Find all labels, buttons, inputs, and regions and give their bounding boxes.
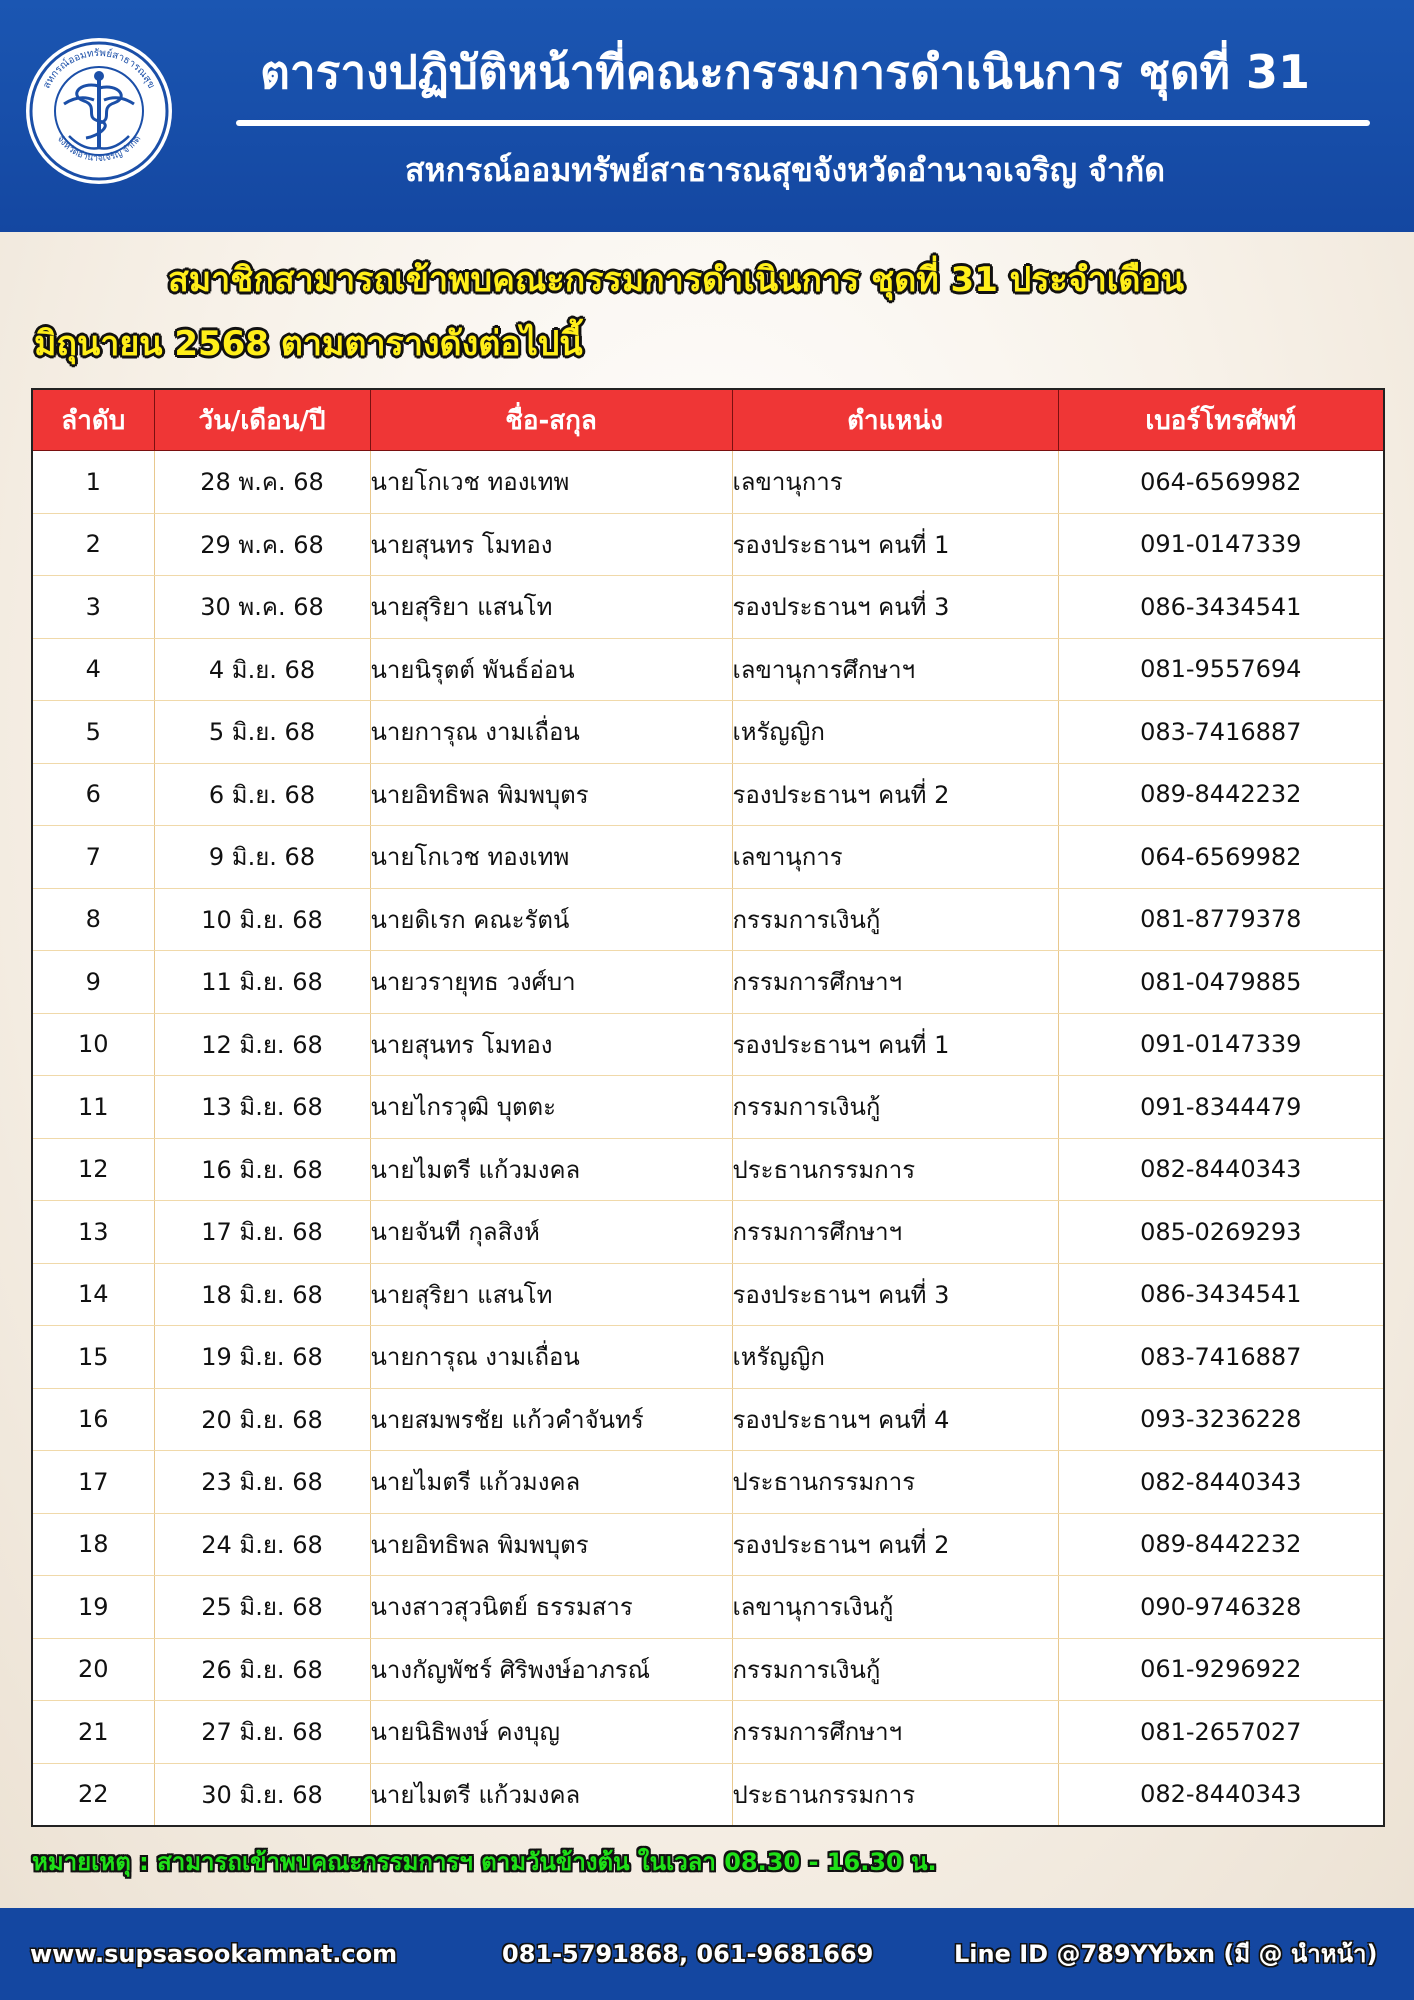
duty-schedule-table (31, 388, 1385, 1827)
cell-position: ประธานกรรมการ (732, 1763, 1058, 1826)
cell-no: 8 (32, 888, 154, 951)
page-footer (0, 1908, 1414, 2000)
cell-phone: 061-9296922 (1058, 1638, 1384, 1701)
cell-position: รองประธานฯ คนที่ 1 (732, 513, 1058, 576)
table-row (32, 1638, 1384, 1701)
cell-name: นายสมพรชัย แก้วคำจันทร์ (370, 1388, 732, 1451)
table-row (32, 1138, 1384, 1201)
cell-no: 14 (32, 1263, 154, 1326)
cell-no: 1 (32, 451, 154, 514)
cell-date: 25 มิ.ย. 68 (154, 1576, 370, 1639)
cell-position: รองประธานฯ คนที่ 4 (732, 1388, 1058, 1451)
cell-phone: 089-8442232 (1058, 1513, 1384, 1576)
table-row (32, 1763, 1384, 1826)
cooperative-name: สหกรณ์ออมทรัพย์สาธารณสุขจังหวัดอำนาจเจริญ จำกัด (405, 151, 1165, 189)
header-date: วัน/เดือน/ปี (154, 389, 370, 451)
cell-name: นายการุณ งามเถื่อน (370, 1326, 732, 1389)
cell-phone: 081-0479885 (1058, 951, 1384, 1014)
table-row (32, 763, 1384, 826)
footer-website[interactable]: www.supsasookamnat.com (30, 1940, 398, 1968)
cell-position: เหรัญญิก (732, 1326, 1058, 1389)
cell-no: 6 (32, 763, 154, 826)
cell-name: นายวรายุทธ วงศ์บา (370, 951, 732, 1014)
cell-name: นางสาวสุวนิตย์ ธรรมสาร (370, 1576, 732, 1639)
cell-position: กรรมการศึกษาฯ (732, 1201, 1058, 1264)
cell-no: 13 (32, 1201, 154, 1264)
table-row (32, 1576, 1384, 1639)
cell-date: 24 มิ.ย. 68 (154, 1513, 370, 1576)
cell-date: 18 มิ.ย. 68 (154, 1263, 370, 1326)
cell-phone: 082-8440343 (1058, 1138, 1384, 1201)
table-row (32, 826, 1384, 889)
table-row (32, 1076, 1384, 1139)
cell-name: นายไมตรี แก้วมงคล (370, 1451, 732, 1514)
cell-name: นายการุณ งามเถื่อน (370, 701, 732, 764)
svg-text:สหกรณ์ออมทรัพย์สาธารณสุข: สหกรณ์ออมทรัพย์สาธารณสุข (41, 47, 157, 91)
cell-position: รองประธานฯ คนที่ 3 (732, 576, 1058, 639)
cell-name: นายดิเรก คณะรัตน์ (370, 888, 732, 951)
cell-position: เลขานุการ (732, 451, 1058, 514)
cell-phone: 089-8442232 (1058, 763, 1384, 826)
cell-phone: 085-0269293 (1058, 1201, 1384, 1264)
table-header (32, 389, 1384, 451)
cell-position: เลขานุการเงินกู้ (732, 1576, 1058, 1639)
cell-name: นายสุริยา แสนโท (370, 1263, 732, 1326)
cell-date: 30 พ.ค. 68 (154, 576, 370, 639)
cell-position: กรรมการเงินกู้ (732, 1638, 1058, 1701)
table-row (32, 638, 1384, 701)
cell-position: กรรมการศึกษาฯ (732, 1701, 1058, 1764)
cell-position: เลขานุการศึกษาฯ (732, 638, 1058, 701)
cell-no: 21 (32, 1701, 154, 1764)
cell-no: 22 (32, 1763, 154, 1826)
cell-name: นายสุริยา แสนโท (370, 576, 732, 639)
cell-name: นายไมตรี แก้วมงคล (370, 1763, 732, 1826)
cell-position: รองประธานฯ คนที่ 2 (732, 1513, 1058, 1576)
cell-no: 9 (32, 951, 154, 1014)
cell-position: กรรมการเงินกู้ (732, 888, 1058, 951)
cell-phone: 081-2657027 (1058, 1701, 1384, 1764)
cell-date: 23 มิ.ย. 68 (154, 1451, 370, 1514)
cell-no: 7 (32, 826, 154, 889)
cell-phone: 091-8344479 (1058, 1076, 1384, 1139)
cell-date: 29 พ.ค. 68 (154, 513, 370, 576)
cell-phone: 083-7416887 (1058, 701, 1384, 764)
page-title: ตารางปฏิบัติหน้าที่คณะกรรมการดำเนินการ ชุดที่ 31 (259, 45, 1311, 99)
cell-name: นายไกรวุฒิ บุตตะ (370, 1076, 732, 1139)
page-header (0, 0, 1414, 232)
cell-date: 9 มิ.ย. 68 (154, 826, 370, 889)
cell-position: เหรัญญิก (732, 701, 1058, 764)
table-body (32, 451, 1384, 1827)
header-position: ตำแหน่ง (732, 389, 1058, 451)
table-row (32, 888, 1384, 951)
header-no: ลำดับ (32, 389, 154, 451)
cell-no: 11 (32, 1076, 154, 1139)
cell-position: รองประธานฯ คนที่ 3 (732, 1263, 1058, 1326)
cell-date: 13 มิ.ย. 68 (154, 1076, 370, 1139)
cell-name: นายสุนทร โมทอง (370, 513, 732, 576)
table-row (32, 701, 1384, 764)
table-row (32, 1263, 1384, 1326)
table-row (32, 576, 1384, 639)
cell-date: 20 มิ.ย. 68 (154, 1388, 370, 1451)
table-row (32, 1201, 1384, 1264)
cell-phone: 083-7416887 (1058, 1326, 1384, 1389)
cell-name: นายโกเวช ทองเทพ (370, 451, 732, 514)
remark-note: หมายเหตุ : สามารถเข้าพบคณะกรรมการฯ ตามวันข้างต้น ในเวลา 08.30 - 16.30 น. (32, 1848, 937, 1876)
cell-date: 5 มิ.ย. 68 (154, 701, 370, 764)
cell-phone: 081-9557694 (1058, 638, 1384, 701)
table-row (32, 1388, 1384, 1451)
cell-name: นายนิธิพงษ์ คงบุญ (370, 1701, 732, 1764)
cell-no: 2 (32, 513, 154, 576)
table-row (32, 1013, 1384, 1076)
announcement-line-1: สมาชิกสามารถเข้าพบคณะกรรมการดำเนินการ ชุดที่ 31 ประจำเดือน (168, 260, 1185, 300)
cell-name: นายไมตรี แก้วมงคล (370, 1138, 732, 1201)
cell-phone: 064-6569982 (1058, 451, 1384, 514)
cell-position: รองประธานฯ คนที่ 1 (732, 1013, 1058, 1076)
cell-date: 6 มิ.ย. 68 (154, 763, 370, 826)
cooperative-logo (24, 36, 174, 186)
cell-no: 10 (32, 1013, 154, 1076)
table-row (32, 1326, 1384, 1389)
cell-position: กรรมการศึกษาฯ (732, 951, 1058, 1014)
header-name: ชื่อ-สกุล (370, 389, 732, 451)
table-row (32, 1513, 1384, 1576)
cell-name: นายจันที กุลสิงห์ (370, 1201, 732, 1264)
cell-date: 28 พ.ค. 68 (154, 451, 370, 514)
cell-no: 18 (32, 1513, 154, 1576)
cell-no: 20 (32, 1638, 154, 1701)
cell-date: 12 มิ.ย. 68 (154, 1013, 370, 1076)
table-row (32, 1451, 1384, 1514)
table-header-row (32, 389, 1384, 451)
footer-line-id: Line ID @789YYbxn (มี @ นำหน้า) (954, 1940, 1378, 1968)
cell-no: 15 (32, 1326, 154, 1389)
cell-position: รองประธานฯ คนที่ 2 (732, 763, 1058, 826)
cell-date: 10 มิ.ย. 68 (154, 888, 370, 951)
cell-phone: 064-6569982 (1058, 826, 1384, 889)
cell-phone: 091-0147339 (1058, 513, 1384, 576)
cell-no: 19 (32, 1576, 154, 1639)
cell-no: 16 (32, 1388, 154, 1451)
cell-phone: 086-3434541 (1058, 576, 1384, 639)
cell-position: กรรมการเงินกู้ (732, 1076, 1058, 1139)
title-underline (236, 120, 1370, 126)
cell-name: นายโกเวช ทองเทพ (370, 826, 732, 889)
cell-phone: 093-3236228 (1058, 1388, 1384, 1451)
cell-name: นายอิทธิพล พิมพบุตร (370, 763, 732, 826)
cell-name: นายนิรุตต์ พันธ์อ่อน (370, 638, 732, 701)
table-row (32, 1701, 1384, 1764)
cell-phone: 091-0147339 (1058, 1013, 1384, 1076)
cell-phone: 082-8440343 (1058, 1451, 1384, 1514)
cell-date: 27 มิ.ย. 68 (154, 1701, 370, 1764)
cell-date: 16 มิ.ย. 68 (154, 1138, 370, 1201)
cell-name: นางกัญพัชร์ ศิริพงษ์อาภรณ์ (370, 1638, 732, 1701)
table-row (32, 451, 1384, 514)
cell-phone: 086-3434541 (1058, 1263, 1384, 1326)
cell-date: 11 มิ.ย. 68 (154, 951, 370, 1014)
cell-no: 3 (32, 576, 154, 639)
cell-position: เลขานุการ (732, 826, 1058, 889)
cell-no: 17 (32, 1451, 154, 1514)
cell-phone: 090-9746328 (1058, 1576, 1384, 1639)
announcement (34, 248, 1374, 376)
cell-date: 26 มิ.ย. 68 (154, 1638, 370, 1701)
announcement-line-2: มิถุนายน 2568 ตามตารางดังต่อไปนี้ (34, 324, 583, 364)
cell-name: นายสุนทร โมทอง (370, 1013, 732, 1076)
cell-no: 5 (32, 701, 154, 764)
cell-no: 12 (32, 1138, 154, 1201)
cell-date: 4 มิ.ย. 68 (154, 638, 370, 701)
table-row (32, 513, 1384, 576)
cell-phone: 082-8440343 (1058, 1763, 1384, 1826)
cell-date: 17 มิ.ย. 68 (154, 1201, 370, 1264)
table-row (32, 951, 1384, 1014)
footer-phones: 081-5791868, 061-9681669 (502, 1940, 874, 1968)
cell-position: ประธานกรรมการ (732, 1138, 1058, 1201)
header-phone: เบอร์โทรศัพท์ (1058, 389, 1384, 451)
cell-date: 30 มิ.ย. 68 (154, 1763, 370, 1826)
cell-phone: 081-8779378 (1058, 888, 1384, 951)
cell-name: นายอิทธิพล พิมพบุตร (370, 1513, 732, 1576)
cell-position: ประธานกรรมการ (732, 1451, 1058, 1514)
cell-no: 4 (32, 638, 154, 701)
svg-text:จังหวัดอำนาจเจริญ จำกัด: จังหวัดอำนาจเจริญ จำกัด (54, 134, 144, 164)
cell-date: 19 มิ.ย. 68 (154, 1326, 370, 1389)
